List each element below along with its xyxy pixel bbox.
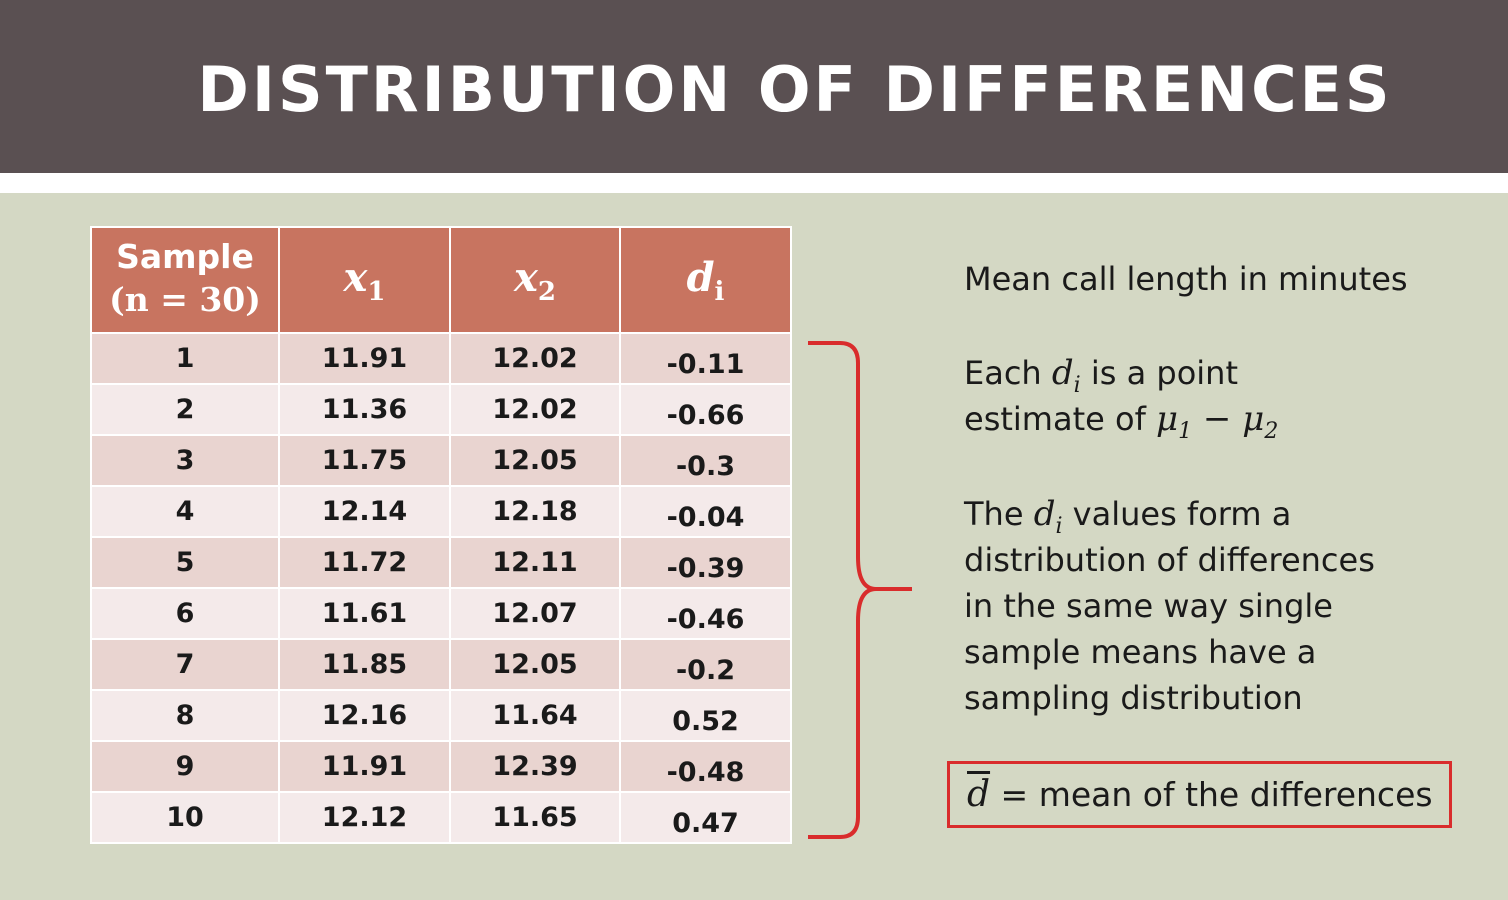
minus-sign: − <box>1202 399 1232 439</box>
table-header-row <box>91 227 791 333</box>
header-d-symbol <box>686 253 725 307</box>
point-estimate-estimate-of: estimate of <box>964 400 1146 438</box>
d-cell: -0.48 <box>620 741 791 792</box>
d-bar-text: mean of the differences <box>1038 775 1433 814</box>
x2-cell: 12.18 <box>450 486 620 537</box>
x2-cell: 11.64 <box>450 690 620 741</box>
mu1-sub: 1 <box>1178 418 1193 444</box>
point-estimate-post: is a point <box>1090 354 1238 392</box>
distribution-line-4: sample means have a <box>964 633 1317 671</box>
x2-cell: 12.39 <box>450 741 620 792</box>
header-x1-symbol <box>343 253 386 307</box>
d-cell: -0.11 <box>620 333 791 384</box>
dist-d-sub: i <box>1055 513 1063 539</box>
table-row <box>91 588 791 639</box>
x1-cell: 12.16 <box>279 690 450 741</box>
caption-mean-call-length: Mean call length in minutes <box>964 260 1408 298</box>
samples-table <box>90 226 792 844</box>
x2-cell: 12.11 <box>450 537 620 588</box>
table-body <box>91 333 791 843</box>
x2-subscript: 2 <box>537 276 556 307</box>
x2-cell: 12.05 <box>450 435 620 486</box>
d-cell: 0.52 <box>620 690 791 741</box>
x1-cell: 12.12 <box>279 792 450 843</box>
point-estimate-pre: Each <box>964 354 1042 392</box>
sample-cell: 4 <box>91 486 279 537</box>
header-sample <box>91 227 279 333</box>
sample-cell: 6 <box>91 588 279 639</box>
sample-cell: 5 <box>91 537 279 588</box>
slide-title: DISTRIBUTION OF DIFFERENCES <box>197 53 1393 126</box>
table-row <box>91 639 791 690</box>
table-row <box>91 333 791 384</box>
x2-cell: 12.07 <box>450 588 620 639</box>
d-cell: -0.2 <box>620 639 791 690</box>
d-var-sub: i <box>1073 372 1081 398</box>
header-sample-size: (n = 30) <box>109 280 261 319</box>
table-row <box>91 435 791 486</box>
grouping-brace-icon <box>800 335 920 845</box>
d-bar-symbol: $\overline{d}$ <box>967 774 991 815</box>
dist-pre: The <box>964 495 1024 533</box>
sample-cell: 3 <box>91 435 279 486</box>
table-row <box>91 384 791 435</box>
x1-cell: 11.61 <box>279 588 450 639</box>
d-cell: 0.47 <box>620 792 791 843</box>
table-row <box>91 537 791 588</box>
x1-cell: 11.85 <box>279 639 450 690</box>
sample-cell: 9 <box>91 741 279 792</box>
mu-difference <box>1156 399 1279 444</box>
header-x2 <box>450 227 620 333</box>
x1-subscript: 1 <box>367 276 386 307</box>
header-d <box>620 227 791 333</box>
mu2-symbol: μ <box>1242 399 1265 439</box>
sample-cell: 1 <box>91 333 279 384</box>
x1-cell: 11.36 <box>279 384 450 435</box>
x2-cell: 12.05 <box>450 639 620 690</box>
d-cell: -0.3 <box>620 435 791 486</box>
x1-cell: 11.91 <box>279 333 450 384</box>
d-bar-definition-box <box>947 761 1452 828</box>
point-estimate-d <box>1051 353 1081 398</box>
dist-post: values form a <box>1072 495 1292 533</box>
dist-d-var: d <box>1033 494 1056 534</box>
x2-cell: 12.02 <box>450 333 620 384</box>
d-var: d <box>1051 353 1074 393</box>
x2-cell: 12.02 <box>450 384 620 435</box>
distribution-line-5: sampling distribution <box>964 679 1303 717</box>
mu2-sub: 2 <box>1264 418 1279 444</box>
x2-letter: x <box>514 253 538 301</box>
table-row <box>91 741 791 792</box>
x1-cell: 11.91 <box>279 741 450 792</box>
d-bar-equals: = <box>1000 775 1029 814</box>
d-cell: -0.46 <box>620 588 791 639</box>
distribution-line-2: distribution of differences <box>964 541 1375 579</box>
table-row <box>91 792 791 843</box>
d-letter: d <box>686 253 715 301</box>
sample-cell: 2 <box>91 384 279 435</box>
sample-cell: 7 <box>91 639 279 690</box>
mu1-symbol: μ <box>1156 399 1179 439</box>
sample-cell: 10 <box>91 792 279 843</box>
d-cell: -0.39 <box>620 537 791 588</box>
header-sample-label: Sample <box>116 237 254 276</box>
table-row <box>91 690 791 741</box>
sample-cell: 8 <box>91 690 279 741</box>
d-subscript: i <box>714 276 725 307</box>
x2-cell: 11.65 <box>450 792 620 843</box>
dist-d <box>1033 494 1063 539</box>
x1-cell: 12.14 <box>279 486 450 537</box>
table-row <box>91 486 791 537</box>
header-x2-symbol <box>514 253 556 307</box>
point-estimate-line-2 <box>964 396 1278 455</box>
d-cell: -0.04 <box>620 486 791 537</box>
x1-letter: x <box>343 253 368 301</box>
distribution-line-3: in the same way single <box>964 587 1333 625</box>
d-bar-definition <box>967 772 1433 818</box>
x1-cell: 11.75 <box>279 435 450 486</box>
x1-cell: 11.72 <box>279 537 450 588</box>
d-cell: -0.66 <box>620 384 791 435</box>
header-x1 <box>279 227 450 333</box>
